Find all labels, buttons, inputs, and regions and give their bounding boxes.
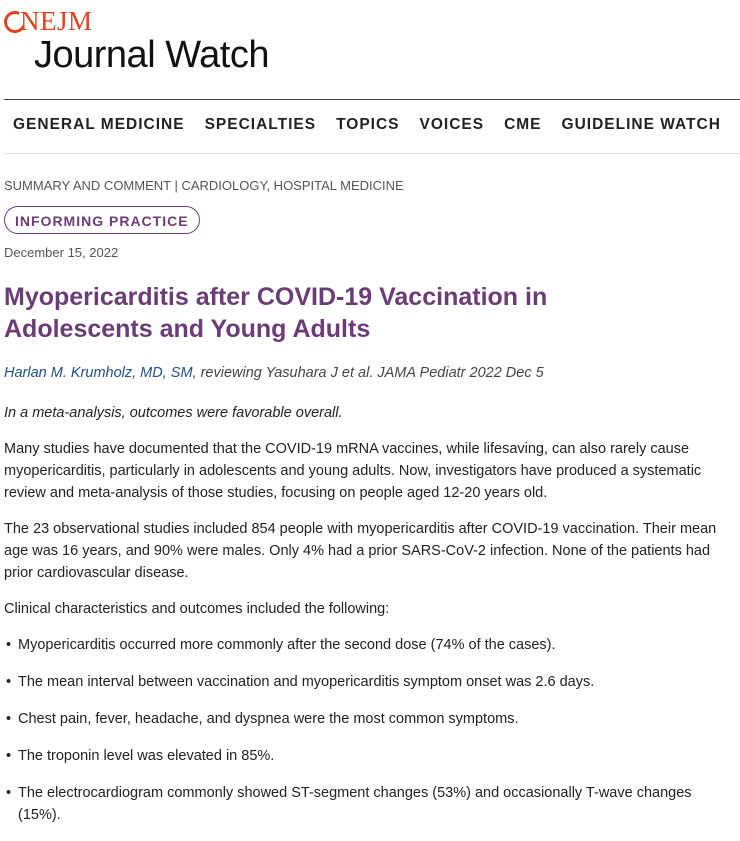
body-paragraph: The 23 observational studies included 854 people with myopericarditis after COVID-19 vaccination. Their mean age was 16 years, and 90% were males. Only 4% had a prior SARS-CoV-2 infection. None of the patients had prior cardiovascular disease. [4,521,717,581]
list-item-text: Myopericarditis occurred more commonly after the second dose (74% of the cases). [18,637,556,653]
bullet-icon: • [6,711,12,727]
list-item-text: The electrocardiogram commonly showed ST-segment changes (53%) and occasionally T-wave changes (15%). [18,785,692,823]
list-item [4,634,734,656]
nav-cme[interactable]: CME [504,116,542,133]
bullet-icon: • [6,674,12,690]
body-paragraph: Many studies have documented that the COVID-19 mRNA vaccines, while lifesaving, can also rarely cause myopericarditis, particularly in adolescents and young adults. Now, investigators have produced a systematic review and meta-analysis of those studies, focusing on people aged 12-20 years old. [4,441,702,501]
nav-guideline-watch[interactable]: GUIDELINE WATCH [561,116,721,133]
informing-practice-badge[interactable]: INFORMING PRACTICE [4,206,200,234]
list-item [4,708,734,730]
author-link[interactable]: Harlan M. Krumholz, MD, SM [4,365,193,381]
nav-topics[interactable]: TOPICS [336,116,400,133]
bullet-icon: • [6,748,12,764]
nav-specialties[interactable]: SPECIALTIES [204,116,317,133]
byline [4,365,544,381]
bullet-icon: • [6,637,12,653]
bullet-icon: • [6,785,12,801]
article-kicker: SUMMARY AND COMMENT | CARDIOLOGY, HOSPITAL MEDICINE [4,178,404,193]
main-nav [13,116,721,134]
findings-list [4,634,734,826]
logo-title: Journal Watch [34,34,269,76]
header-divider [4,99,740,100]
list-item [4,745,734,767]
article-title: Myopericarditis after COVID-19 Vaccination in Adolescents and Young Adults [4,283,548,343]
article-body [4,402,734,841]
nav-voices[interactable]: VOICES [419,116,485,133]
logo-nejm-mark [4,6,93,37]
list-item-text: The mean interval between vaccination and myopericarditis symptom onset was 2.6 days. [18,674,595,690]
list-item [4,782,734,826]
list-item-text: Chest pain, fever, headache, and dyspnea were the most common symptoms. [18,711,519,727]
article-date: December 15, 2022 [4,245,119,260]
reviewing-citation: , reviewing Yasuhara J et al. JAMA Pediatr 2022 Dec 5 [192,365,544,381]
logo-nejm-text: NEJM [20,6,93,36]
body-paragraph: Clinical characteristics and outcomes included the following: [4,601,390,617]
article-lead: In a meta-analysis, outcomes were favorable overall. [4,405,343,421]
nejm-journal-watch-logo[interactable] [4,4,304,84]
nav-general-medicine[interactable]: GENERAL MEDICINE [13,116,185,133]
list-item-text: The troponin level was elevated in 85%. [18,748,275,764]
nav-divider [4,153,740,154]
list-item [4,671,734,693]
